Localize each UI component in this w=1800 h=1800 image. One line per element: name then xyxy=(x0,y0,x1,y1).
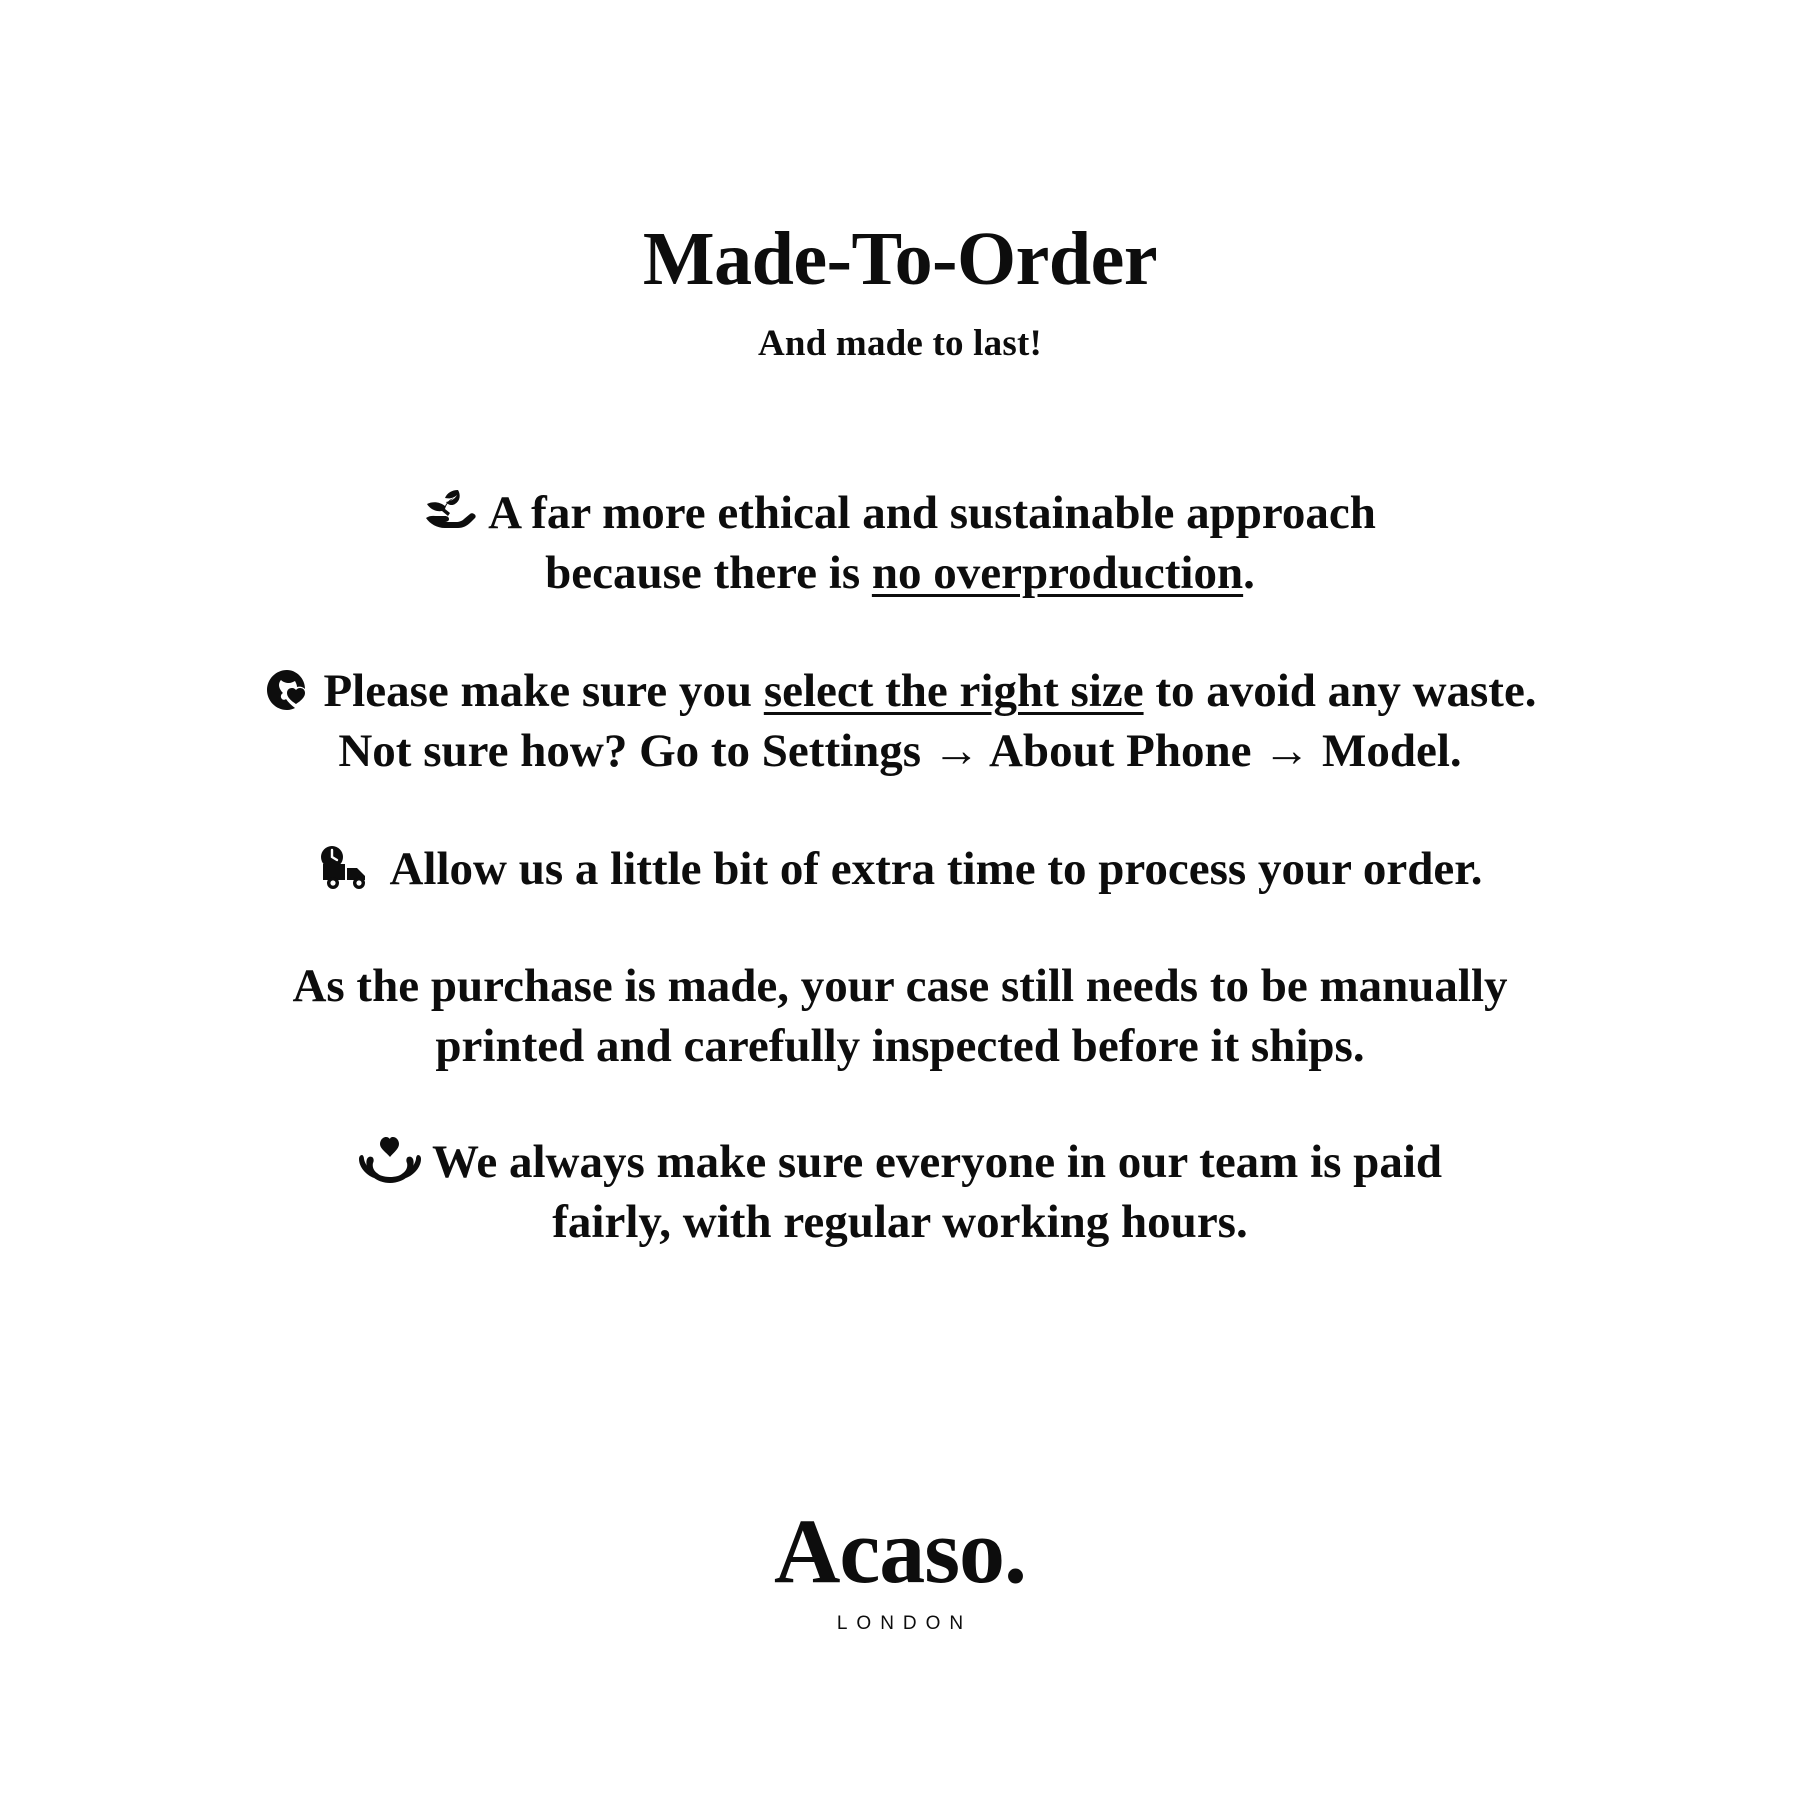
emphasis-select-right-size: select the right size xyxy=(763,665,1144,718)
list-item-line-2-post: . xyxy=(1243,546,1255,599)
list-item-line-1: We always make sure everyone in our team is paid xyxy=(431,1135,1443,1188)
page-subtitle: And made to last! xyxy=(758,322,1042,364)
list-item-line-2-pre: because there is xyxy=(545,546,872,599)
list-item-line-1: Allow us a little bit of extra time to process your order. xyxy=(389,843,1483,896)
heart-in-hands-icon xyxy=(358,1135,422,1185)
brand-name: Acaso. xyxy=(773,1500,1027,1602)
list-item-line-2: fairly, with regular working hours. xyxy=(552,1196,1248,1249)
brand-logo xyxy=(773,1500,1027,1740)
list-item xyxy=(292,956,1507,1076)
list-item xyxy=(358,1132,1442,1252)
list-item-line-1: As the purchase is made, your case still needs to be manually xyxy=(292,959,1508,1012)
list-item xyxy=(263,661,1536,781)
emphasis-no-overproduction: no overproduction xyxy=(871,546,1244,599)
list-item-line-1-post: to avoid any waste. xyxy=(1143,665,1537,718)
delivery-truck-clock-icon xyxy=(317,844,379,892)
list-item-line-2: printed and carefully inspected before it ships. xyxy=(435,1019,1365,1072)
plant-in-hand-icon xyxy=(424,488,478,536)
brand-location: LONDON xyxy=(836,1613,973,1634)
list-item-line-1-pre: Please make sure you xyxy=(323,665,764,718)
list-item-line-1: A far more ethical and sustainable approach xyxy=(488,486,1376,539)
list-item-line-2: Not sure how? Go to Settings → About Phone → Model. xyxy=(338,725,1462,778)
globe-heart-icon xyxy=(263,666,313,714)
list-item xyxy=(424,483,1376,603)
bullet-list xyxy=(70,483,1730,1310)
list-item xyxy=(317,839,1482,899)
page-title: Made-To-Order xyxy=(642,217,1158,301)
